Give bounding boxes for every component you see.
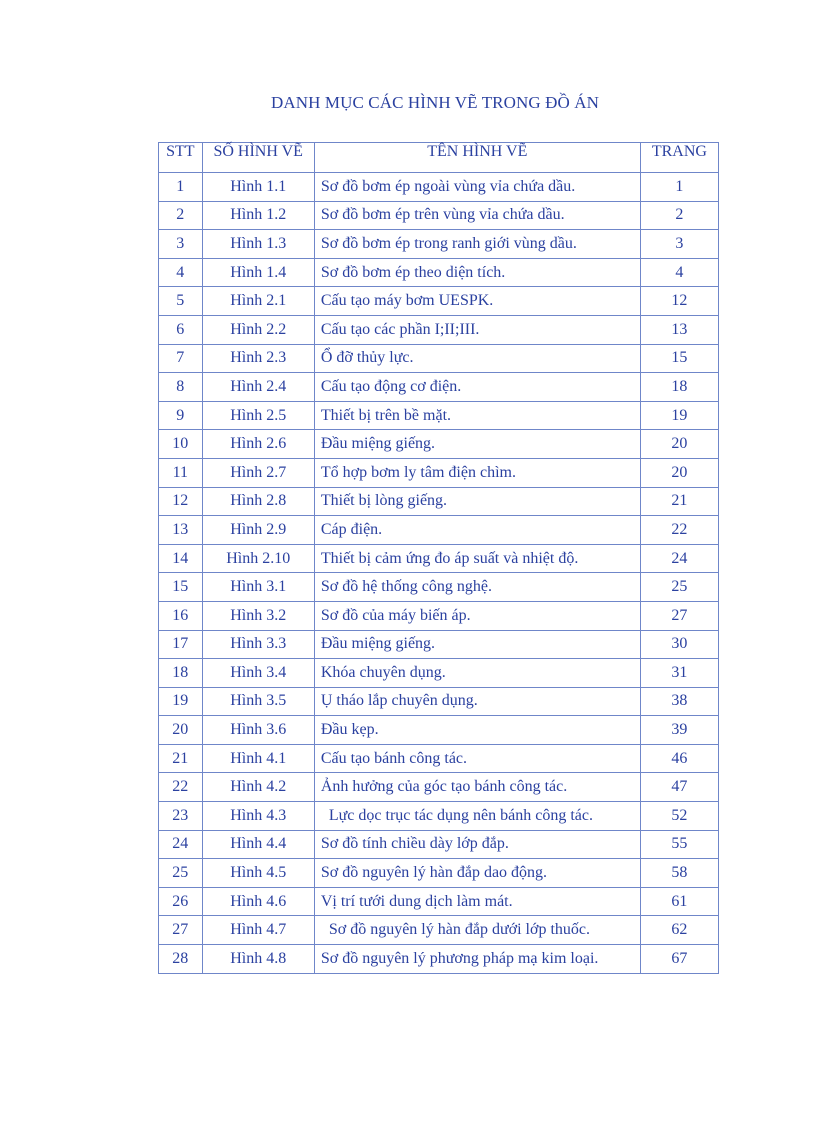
cell-page: 52 bbox=[640, 802, 718, 831]
cell-stt: 27 bbox=[159, 916, 203, 945]
table-row bbox=[159, 687, 719, 716]
cell-figure-no: Hình 3.2 bbox=[202, 601, 314, 630]
cell-figure-name: Tổ hợp bơm ly tâm điện chìm. bbox=[314, 458, 640, 487]
cell-figure-name: Vị trí tưới dung dịch làm mát. bbox=[314, 887, 640, 916]
cell-figure-name: Đầu miệng giếng. bbox=[314, 630, 640, 659]
cell-stt: 16 bbox=[159, 601, 203, 630]
header-figure-no: SỐ HÌNH VẼ bbox=[202, 143, 314, 173]
table-row bbox=[159, 173, 719, 202]
cell-figure-name: Cấu tạo các phần I;II;III. bbox=[314, 315, 640, 344]
cell-figure-name: Lực dọc trục tác dụng nên bánh công tác. bbox=[314, 802, 640, 831]
cell-stt: 10 bbox=[159, 430, 203, 459]
cell-figure-no: Hình 4.7 bbox=[202, 916, 314, 945]
table-row bbox=[159, 230, 719, 259]
cell-stt: 17 bbox=[159, 630, 203, 659]
cell-page: 47 bbox=[640, 773, 718, 802]
cell-figure-no: Hình 1.3 bbox=[202, 230, 314, 259]
cell-stt: 22 bbox=[159, 773, 203, 802]
cell-stt: 4 bbox=[159, 258, 203, 287]
cell-figure-name: Sơ đồ nguyên lý hàn đắp dưới lớp thuốc. bbox=[314, 916, 640, 945]
cell-stt: 24 bbox=[159, 830, 203, 859]
cell-page: 13 bbox=[640, 315, 718, 344]
cell-stt: 18 bbox=[159, 659, 203, 688]
cell-figure-no: Hình 3.1 bbox=[202, 573, 314, 602]
cell-page: 25 bbox=[640, 573, 718, 602]
cell-stt: 9 bbox=[159, 401, 203, 430]
table-row bbox=[159, 344, 719, 373]
cell-figure-no: Hình 4.6 bbox=[202, 887, 314, 916]
cell-figure-name: Sơ đồ hệ thống công nghệ. bbox=[314, 573, 640, 602]
cell-stt: 8 bbox=[159, 373, 203, 402]
cell-page: 21 bbox=[640, 487, 718, 516]
cell-page: 20 bbox=[640, 458, 718, 487]
table-row bbox=[159, 887, 719, 916]
cell-figure-no: Hình 1.1 bbox=[202, 173, 314, 202]
cell-figure-no: Hình 3.4 bbox=[202, 659, 314, 688]
table-row bbox=[159, 573, 719, 602]
cell-figure-no: Hình 4.1 bbox=[202, 744, 314, 773]
cell-stt: 19 bbox=[159, 687, 203, 716]
cell-stt: 2 bbox=[159, 201, 203, 230]
header-figure-name: TÊN HÌNH VẼ bbox=[314, 143, 640, 173]
cell-page: 24 bbox=[640, 544, 718, 573]
cell-page: 18 bbox=[640, 373, 718, 402]
cell-page: 19 bbox=[640, 401, 718, 430]
cell-figure-name: Sơ đồ nguyên lý phương pháp mạ kim loại. bbox=[314, 945, 640, 974]
cell-figure-no: Hình 2.2 bbox=[202, 315, 314, 344]
cell-stt: 12 bbox=[159, 487, 203, 516]
cell-figure-no: Hình 2.10 bbox=[202, 544, 314, 573]
cell-figure-name: Sơ đồ bơm ép trên vùng vỉa chứa dầu. bbox=[314, 201, 640, 230]
cell-figure-no: Hình 3.6 bbox=[202, 716, 314, 745]
table-row bbox=[159, 201, 719, 230]
figures-table bbox=[158, 142, 719, 974]
cell-stt: 25 bbox=[159, 859, 203, 888]
table-header-row bbox=[159, 143, 719, 173]
cell-figure-name: Cấu tạo động cơ điện. bbox=[314, 373, 640, 402]
page-title: DANH MỤC CÁC HÌNH VẼ TRONG ĐỒ ÁN bbox=[271, 93, 599, 112]
cell-page: 39 bbox=[640, 716, 718, 745]
cell-figure-no: Hình 2.8 bbox=[202, 487, 314, 516]
cell-figure-name: Cấu tạo máy bơm UESPK. bbox=[314, 287, 640, 316]
cell-page: 2 bbox=[640, 201, 718, 230]
table-row bbox=[159, 258, 719, 287]
table-row bbox=[159, 630, 719, 659]
table-row bbox=[159, 430, 719, 459]
cell-figure-name: Thiết bị trên bề mặt. bbox=[314, 401, 640, 430]
table-row bbox=[159, 401, 719, 430]
cell-figure-no: Hình 2.3 bbox=[202, 344, 314, 373]
cell-page: 62 bbox=[640, 916, 718, 945]
header-page: TRANG bbox=[640, 143, 718, 173]
cell-figure-name: Sơ đồ của máy biến áp. bbox=[314, 601, 640, 630]
cell-stt: 3 bbox=[159, 230, 203, 259]
cell-figure-name: Ảnh hưởng của góc tạo bánh công tác. bbox=[314, 773, 640, 802]
cell-stt: 28 bbox=[159, 945, 203, 974]
cell-page: 58 bbox=[640, 859, 718, 888]
cell-figure-name: Thiết bị lòng giếng. bbox=[314, 487, 640, 516]
cell-page: 3 bbox=[640, 230, 718, 259]
cell-figure-no: Hình 3.3 bbox=[202, 630, 314, 659]
table-row bbox=[159, 859, 719, 888]
cell-page: 1 bbox=[640, 173, 718, 202]
cell-stt: 5 bbox=[159, 287, 203, 316]
cell-figure-no: Hình 1.4 bbox=[202, 258, 314, 287]
cell-stt: 14 bbox=[159, 544, 203, 573]
header-stt: STT bbox=[159, 143, 203, 173]
cell-page: 20 bbox=[640, 430, 718, 459]
table-row bbox=[159, 544, 719, 573]
cell-page: 55 bbox=[640, 830, 718, 859]
cell-figure-name: Sơ đồ bơm ép ngoài vùng vỉa chứa dầu. bbox=[314, 173, 640, 202]
cell-figure-name: Sơ đồ tính chiều dày lớp đắp. bbox=[314, 830, 640, 859]
cell-page: 22 bbox=[640, 516, 718, 545]
table-row bbox=[159, 315, 719, 344]
table-row bbox=[159, 744, 719, 773]
cell-stt: 6 bbox=[159, 315, 203, 344]
table-row bbox=[159, 916, 719, 945]
cell-page: 46 bbox=[640, 744, 718, 773]
cell-page: 38 bbox=[640, 687, 718, 716]
cell-figure-name: Đầu kẹp. bbox=[314, 716, 640, 745]
cell-figure-name: Sơ đồ nguyên lý hàn đắp dao động. bbox=[314, 859, 640, 888]
cell-figure-no: Hình 2.9 bbox=[202, 516, 314, 545]
table-row bbox=[159, 830, 719, 859]
cell-figure-name: Ổ đỡ thủy lực. bbox=[314, 344, 640, 373]
cell-page: 61 bbox=[640, 887, 718, 916]
cell-stt: 21 bbox=[159, 744, 203, 773]
cell-stt: 20 bbox=[159, 716, 203, 745]
cell-page: 31 bbox=[640, 659, 718, 688]
table-row bbox=[159, 516, 719, 545]
cell-figure-no: Hình 4.2 bbox=[202, 773, 314, 802]
cell-figure-no: Hình 2.1 bbox=[202, 287, 314, 316]
cell-stt: 23 bbox=[159, 802, 203, 831]
cell-figure-no: Hình 2.6 bbox=[202, 430, 314, 459]
cell-page: 27 bbox=[640, 601, 718, 630]
cell-figure-no: Hình 3.5 bbox=[202, 687, 314, 716]
cell-page: 4 bbox=[640, 258, 718, 287]
cell-figure-no: Hình 4.4 bbox=[202, 830, 314, 859]
cell-figure-no: Hình 2.7 bbox=[202, 458, 314, 487]
cell-page: 15 bbox=[640, 344, 718, 373]
table-row bbox=[159, 659, 719, 688]
table-row bbox=[159, 458, 719, 487]
cell-stt: 15 bbox=[159, 573, 203, 602]
cell-figure-name: Khóa chuyên dụng. bbox=[314, 659, 640, 688]
cell-figure-name: Cáp điện. bbox=[314, 516, 640, 545]
table-row bbox=[159, 373, 719, 402]
cell-figure-no: Hình 1.2 bbox=[202, 201, 314, 230]
cell-figure-name: Cấu tạo bánh công tác. bbox=[314, 744, 640, 773]
cell-page: 30 bbox=[640, 630, 718, 659]
cell-figure-name: Đầu miệng giếng. bbox=[314, 430, 640, 459]
table-row bbox=[159, 802, 719, 831]
cell-figure-no: Hình 2.5 bbox=[202, 401, 314, 430]
cell-stt: 1 bbox=[159, 173, 203, 202]
cell-page: 12 bbox=[640, 287, 718, 316]
cell-stt: 11 bbox=[159, 458, 203, 487]
cell-figure-no: Hình 4.8 bbox=[202, 945, 314, 974]
cell-figure-no: Hình 4.5 bbox=[202, 859, 314, 888]
cell-figure-name: Sơ đồ bơm ép trong ranh giới vùng dầu. bbox=[314, 230, 640, 259]
table-row bbox=[159, 287, 719, 316]
cell-figure-name: Ụ tháo lắp chuyên dụng. bbox=[314, 687, 640, 716]
cell-figure-no: Hình 2.4 bbox=[202, 373, 314, 402]
table-row bbox=[159, 487, 719, 516]
cell-stt: 13 bbox=[159, 516, 203, 545]
cell-figure-name: Sơ đồ bơm ép theo diện tích. bbox=[314, 258, 640, 287]
table-row bbox=[159, 601, 719, 630]
cell-figure-name: Thiết bị cảm ứng đo áp suất và nhiệt độ. bbox=[314, 544, 640, 573]
cell-stt: 26 bbox=[159, 887, 203, 916]
cell-stt: 7 bbox=[159, 344, 203, 373]
table-row bbox=[159, 716, 719, 745]
cell-page: 67 bbox=[640, 945, 718, 974]
table-row bbox=[159, 773, 719, 802]
table-row bbox=[159, 945, 719, 974]
cell-figure-no: Hình 4.3 bbox=[202, 802, 314, 831]
